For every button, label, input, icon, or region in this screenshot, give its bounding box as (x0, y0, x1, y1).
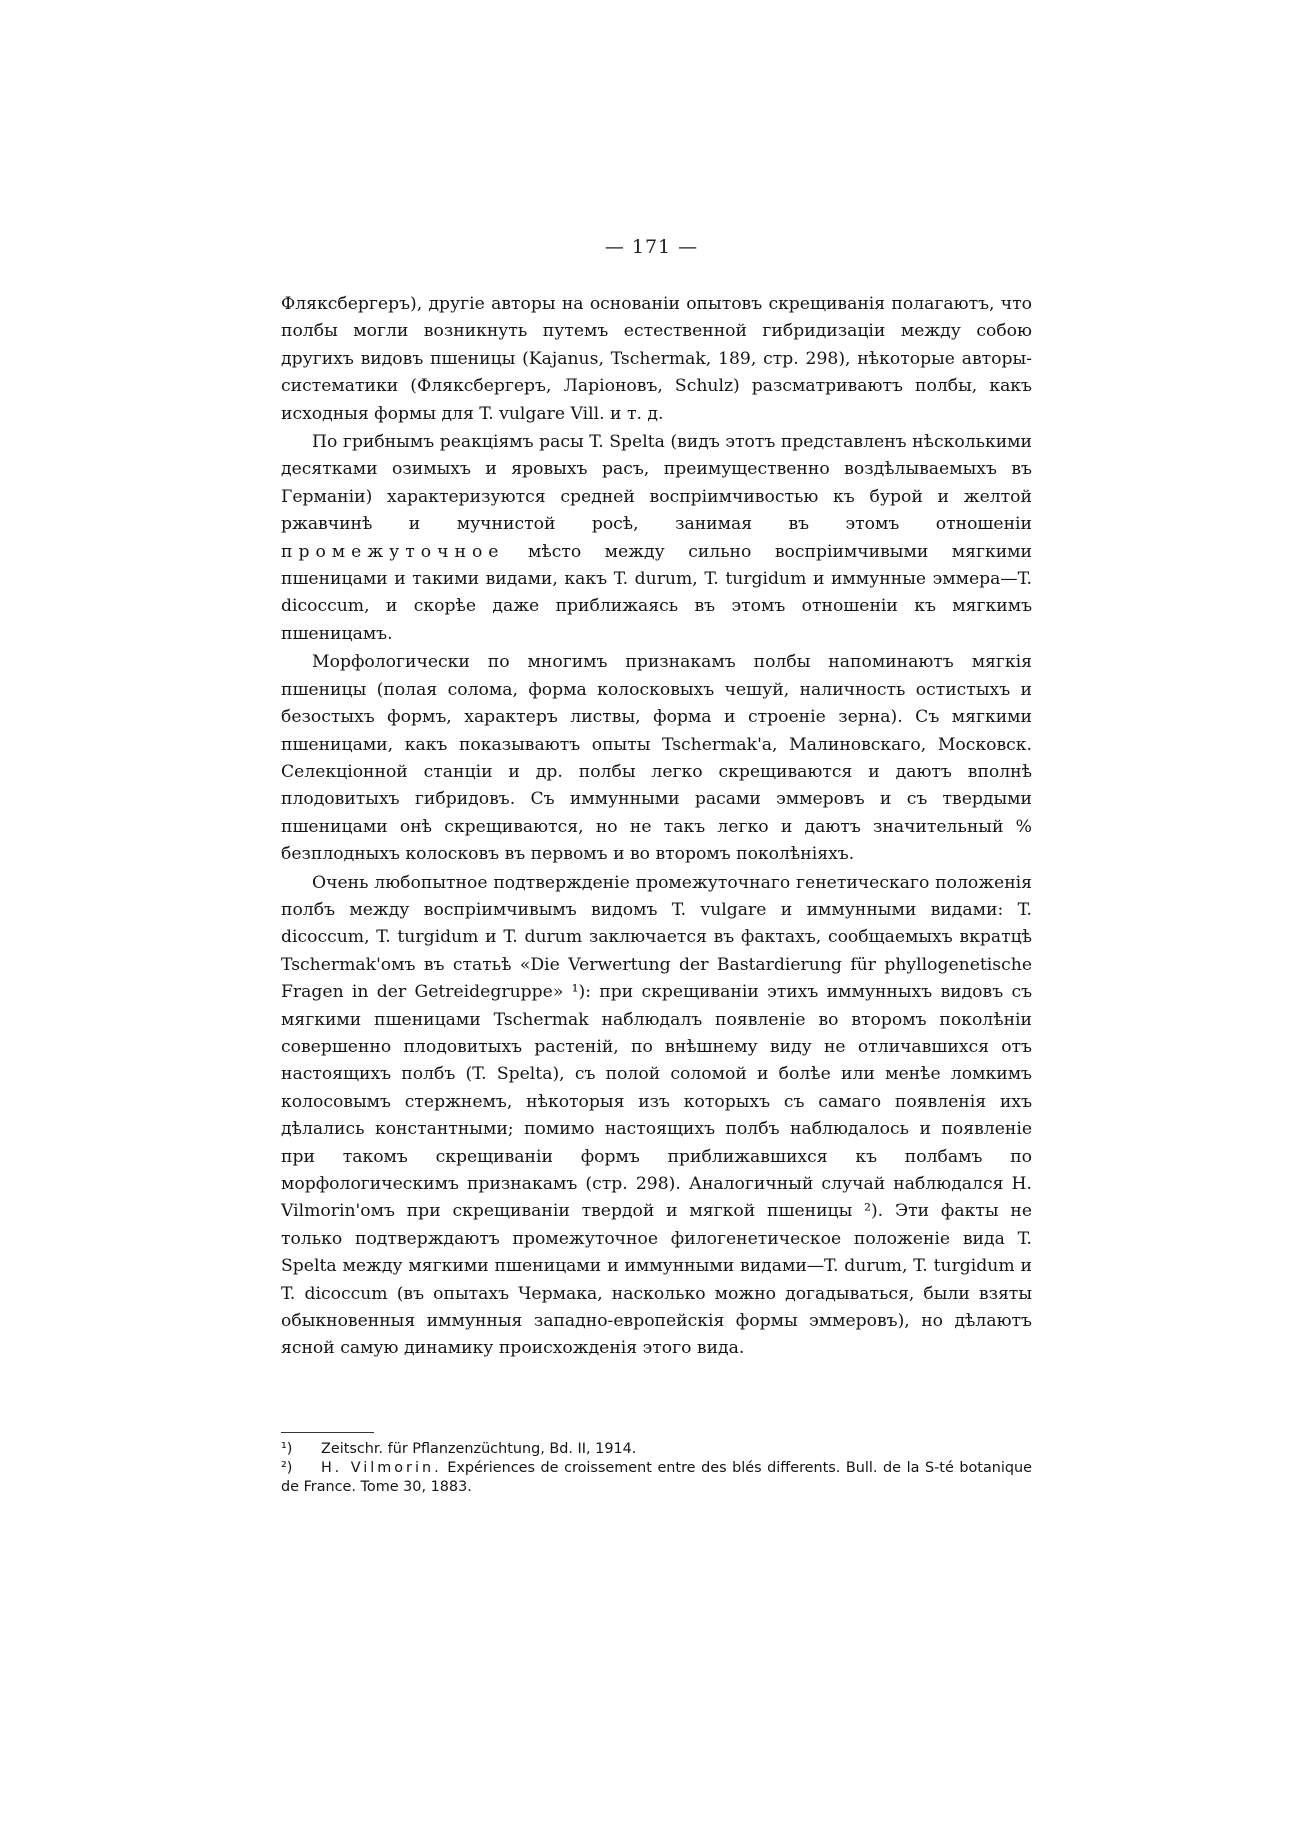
footnote-2-text: Expériences de croissement entre des blés differents. Bull. de la S-té botanique de France. Tome 30, 1883. (281, 1460, 1032, 1495)
footnote-rule (281, 1432, 374, 1433)
paragraph-2 (281, 429, 1032, 648)
footnote-1 (281, 1440, 1032, 1459)
main-text (281, 291, 1032, 1363)
paragraph-2-text-end: мѣсто между сильно воспріимчивыми мягкими пшеницами и такими видами, какъ T. durum, T. turgidum и иммунные эммера—T. dicoccum, и скорѣе даже приближаясь въ этомъ отношеніи къ мягкимъ пшеницамъ. (281, 541, 1033, 644)
footnote-2-mark: ²) (281, 1460, 293, 1476)
footnote-1-mark: ¹) (281, 1441, 293, 1457)
footnote-2-author: H. Vilmorin. (321, 1460, 442, 1476)
footnote-2 (281, 1459, 1032, 1497)
paragraph-1: Фляксбергеръ), другіе авторы на основаніи опытовъ скрещиванія полагаютъ, что полбы могли возникнуть путемъ естественной гибридизаціи между собою другихъ видовъ пшеницы (Kajanus, Tschermak, 189, стр. 298), нѣкоторые авторы-систематики (Фляксбергеръ, Ларіоновъ, Schulz) разсматриваютъ полбы, какъ исходныя формы для T. vulgare Vill. и т. д. (281, 294, 1032, 424)
footnotes (281, 1440, 1032, 1497)
paragraph-2-text-start: По грибнымъ реакціямъ расы T. Spelta (видъ этотъ представленъ нѣсколькими десятками озимыхъ и яровыхъ расъ, преимущественно воздѣлываемыхъ въ Германіи) характеризуются средней воспріимчивостью къ бурой и желтой ржавчинѣ и мучнистой росѣ, занимая въ этомъ отношеніи (281, 432, 1032, 535)
paragraph-3: Морфологически по многимъ признакамъ полбы напоминаютъ мягкія пшеницы (полая солома, форма колосковыхъ чешуй, наличность остистыхъ и безостыхъ формъ, характеръ листвы, форма и строеніе зерна). Съ мягкими пшеницами, какъ показываютъ опыты Tschermak'а, Малиновскаго, Московск. Селекціонной станціи и др. полбы легко скрещиваются и даютъ вполнѣ плодовитыхъ гибридовъ. Съ иммунными расами эммеровъ и съ твердыми пшеницами онѣ скрещиваются, но не такъ легко и даютъ значительный % безплодныхъ колосковъ въ первомъ и во второмъ поколѣніяхъ. (281, 652, 1032, 865)
page-number: — 171 — (604, 236, 699, 258)
footnote-1-text: Zeitschr. für Pflanzenzüchtung, Bd. II, 1914. (321, 1441, 637, 1457)
spaced-emphasis: промежуточное (281, 541, 505, 562)
paragraph-4: Очень любопытное подтвержденіе промежуточнаго генетическаго положенія полбъ между воспріимчивымъ видомъ T. vulgare и иммунными видами: T. dicoccum, T. turgidum и T. durum заключается въ фактахъ, сообщаемыхъ вкратцѣ Tschermak'омъ въ статьѣ «Die Verwertung der Bastardierung für phyllogenetische Fragen in der Getreidegruppe» ¹): при скрещиваніи этихъ иммунныхъ видовъ съ мягкими пшеницами Tschermak наблюдалъ появленіе во второмъ поколѣніи совершенно плодовитыхъ растеній, по внѣшнему виду не отличавшихся отъ настоящихъ полбъ (T. Spelta), съ полой соломой и болѣе или менѣе ломкимъ колосовымъ стержнемъ, нѣкоторыя изъ которыхъ съ самаго появленія ихъ дѣлались константными; помимо настоящихъ полбъ наблюдалось и появленіе при такомъ скрещиваніи формъ приближавшихся къ полбамъ по морфологическимъ признакамъ (стр. 298). Аналогичный случай наблюдался H. Vilmorin'омъ при скрещиваніи твердой и мягкой пшеницы ²). Эти факты не только подтверждаютъ промежуточное филогенетическое положеніе вида T. Spelta между мягкими пшеницами и иммунными видами—T. durum, T. turgidum и T. dicoccum (въ опытахъ Чермака, насколько можно догадываться, были взяты обыкновенныя иммунныя западно-европейскія формы эммеровъ), но дѣлаютъ ясной самую динамику происхожденія этого вида. (281, 872, 1032, 1359)
